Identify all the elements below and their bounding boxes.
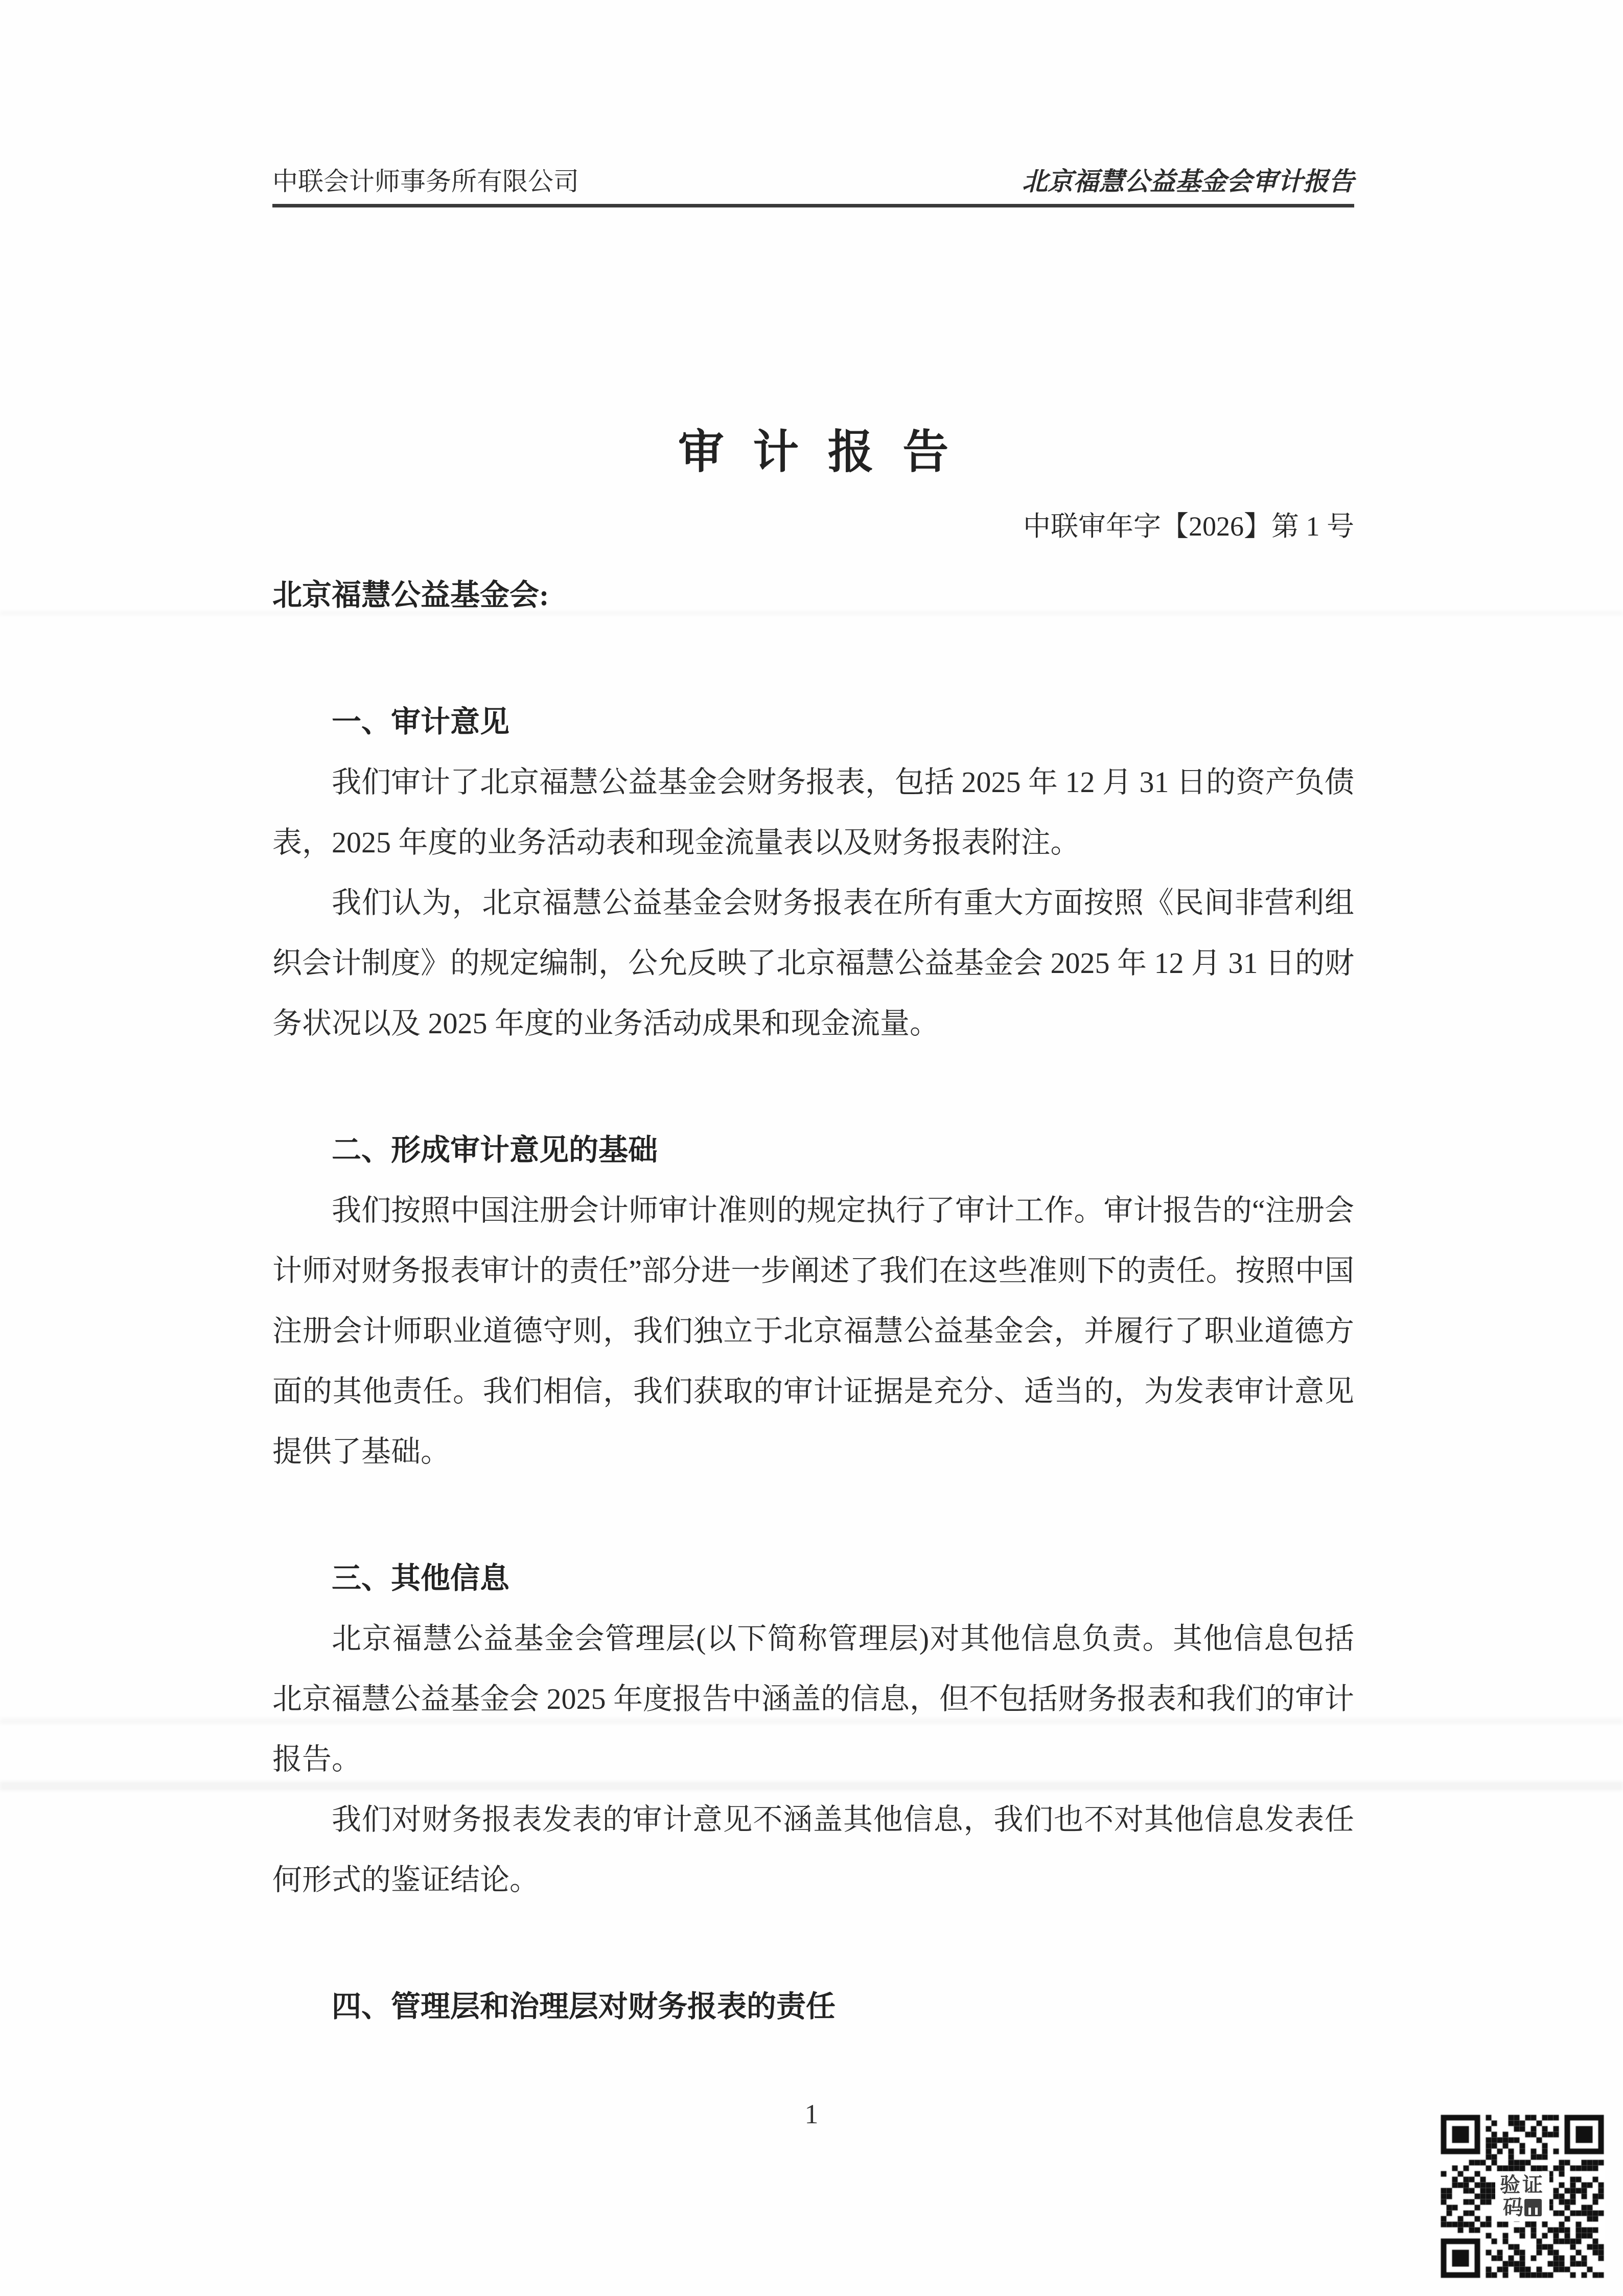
page-number: 1: [804, 2099, 819, 2129]
qr-center-logo-icon: [1524, 2199, 1542, 2216]
section-heading-other-information: 三、其他信息: [332, 1562, 510, 1595]
section-heading-basis-for-opinion: 二、形成审计意见的基础: [332, 1133, 658, 1167]
section-audit-opinion: [272, 692, 1354, 1054]
section-heading-audit-opinion: 一、审计意见: [332, 705, 510, 739]
qr-label-text-bottom: 码: [1503, 2196, 1523, 2219]
header-report-title: 北京福慧公益基金会审计报告: [1022, 167, 1354, 196]
paragraph: 我们认为，北京福慧公益基金会财务报表在所有重大方面按照《民间非营利组织会计制度》的规定编制，公允反映了北京福慧公益基金会 2025 年 12 月 31 日的财务状况以及 2025 年度的业务活动成果和现金流量。: [272, 886, 1355, 1040]
section-heading-management-responsibilities: 四、管理层和治理层对财务报表的责任: [332, 1990, 836, 2024]
qr-label-row: [1503, 2197, 1542, 2218]
qr-label-text-top: 验证: [1500, 2173, 1545, 2196]
section-other-information: [272, 1548, 1354, 1910]
document-content: [272, 0, 1354, 2037]
header-firm-name: 中联会计师事务所有限公司: [272, 167, 579, 196]
paragraph: 我们审计了北京福慧公益基金会财务报表，包括 2025 年 12 月 31 日的资产负债表，2025 年度的业务活动表和现金流量表以及财务报表附注。: [272, 766, 1355, 860]
section-basis-for-opinion: [272, 1120, 1354, 1482]
doc-number: 中联审年字【2026】第 1 号: [1023, 511, 1354, 542]
qr-label: [1495, 2171, 1549, 2221]
addressee: 北京福慧公益基金会:: [272, 578, 549, 612]
paragraph: 我们对财务报表发表的审计意见不涵盖其他信息，我们也不对其他信息发表任何形式的鉴证结论。: [272, 1803, 1354, 1897]
paragraph: 我们按照中国注册会计师审计准则的规定执行了审计工作。审计报告的“注册会计师对财务报表审计的责任”部分进一步阐述了我们在这些准则下的责任。按照中国注册会计师职业道德守则，我们独立于北京福慧公益基金会，并履行了职业道德方面的其他责任。我们相信，我们获取的审计证据是充分、适当的，为发表审计意见提供了基础。: [272, 1194, 1354, 1469]
paragraph: 北京福慧公益基金会管理层(以下简称管理层)对其他信息负责。其他信息包括北京福慧公益基金会 2025 年度报告中涵盖的信息，但不包括财务报表和我们的审计报告。: [272, 1622, 1355, 1776]
section-management-responsibilities: [272, 1977, 1354, 2037]
page-header: [272, 0, 1354, 197]
report-title: 审 计 报 告: [678, 427, 949, 478]
qr-verification-stamp: [1440, 2114, 1605, 2279]
header-rule: [272, 204, 1354, 207]
